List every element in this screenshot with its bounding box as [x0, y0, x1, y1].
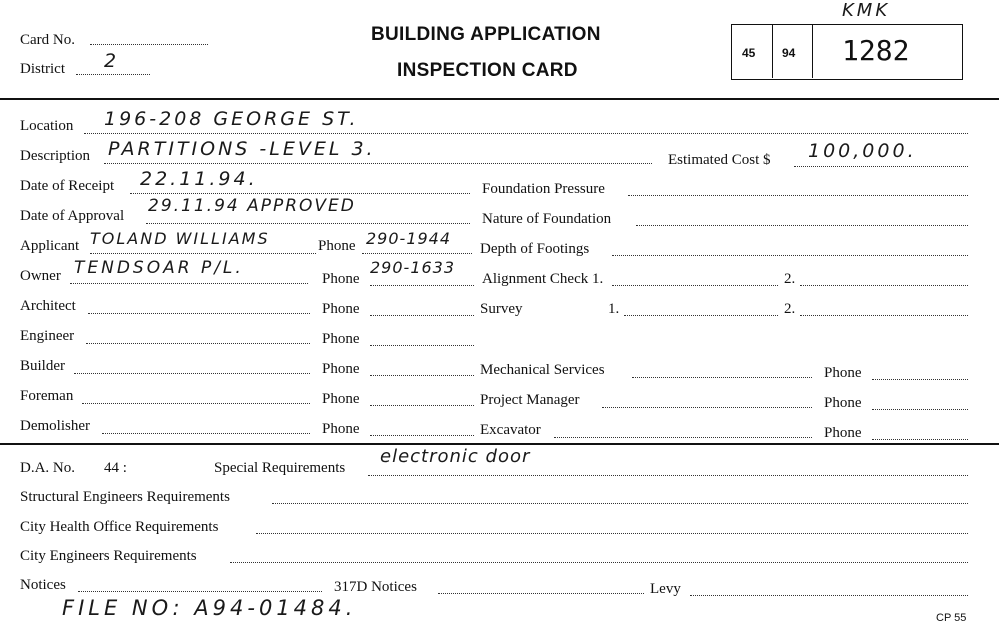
engineer-label: Engineer: [20, 328, 75, 344]
excavator-field[interactable]: [554, 437, 812, 438]
city-engineers-label: City Engineers Requirements: [20, 548, 197, 564]
owner-value: TENDSOAR P/L.: [74, 258, 244, 278]
alignment-check-1-field[interactable]: [612, 285, 778, 286]
form-code: CP 55: [936, 612, 967, 624]
estimated-cost-label: Estimated Cost $: [668, 152, 771, 168]
demolisher-field[interactable]: [102, 433, 310, 434]
da-no-value: 44 :: [104, 460, 127, 476]
description-label: Description: [20, 148, 90, 164]
notices-label: Notices: [20, 577, 66, 593]
date-of-receipt-value: 22.11.94.: [140, 168, 258, 190]
date-of-approval-label: Date of Approval: [20, 208, 125, 224]
applicant-label: Applicant: [20, 238, 80, 254]
applicant-phone-field[interactable]: [362, 253, 472, 254]
applicant-phone-label: Phone: [318, 238, 356, 254]
demolisher-phone-field[interactable]: [370, 435, 474, 436]
engineer-phone-field[interactable]: [370, 345, 474, 346]
owner-phone-field[interactable]: [370, 285, 474, 286]
date-of-approval-value: 29.11.94 APPROVED: [148, 196, 356, 216]
architect-phone-field[interactable]: [370, 315, 474, 316]
project-manager-phone-label: Phone: [824, 395, 862, 411]
mechanical-services-field[interactable]: [632, 377, 812, 378]
engineer-field[interactable]: [86, 343, 310, 344]
city-health-label: City Health Office Requirements: [20, 519, 219, 535]
survey-2-field[interactable]: [800, 315, 968, 316]
foundation-pressure-field[interactable]: [628, 195, 968, 196]
date-of-receipt-field[interactable]: [130, 193, 470, 194]
depth-of-footings-field[interactable]: [612, 255, 968, 256]
box-divider-1: [772, 25, 773, 78]
lower-section-rule: [0, 443, 999, 445]
owner-phone-value: 290-1633: [370, 258, 456, 277]
box-number: 1282: [842, 34, 910, 67]
survey-label: Survey: [480, 301, 523, 317]
engineer-phone-label: Phone: [322, 331, 360, 347]
special-requirements-field[interactable]: [368, 475, 968, 476]
applicant-field[interactable]: [90, 253, 316, 254]
structural-engineers-field[interactable]: [272, 503, 968, 504]
owner-phone-label: Phone: [322, 271, 360, 287]
description-value: PARTITIONS -LEVEL 3.: [108, 138, 376, 160]
survey-2-label: 2.: [784, 301, 796, 317]
alignment-check-label: Alignment Check 1.: [482, 271, 604, 287]
notices-317d-label: 317D Notices: [334, 579, 417, 595]
project-manager-phone-field[interactable]: [872, 409, 968, 410]
da-no-label: D.A. No.: [20, 460, 75, 476]
description-field[interactable]: [104, 163, 652, 164]
card-no-label: Card No.: [20, 32, 75, 48]
architect-field[interactable]: [88, 313, 310, 314]
builder-phone-label: Phone: [322, 361, 360, 377]
estimated-cost-field[interactable]: [794, 166, 968, 167]
notices-317d-field[interactable]: [438, 593, 644, 594]
location-field[interactable]: [84, 133, 968, 134]
survey-1-label: 1.: [608, 301, 620, 317]
special-requirements-value: electronic door: [380, 446, 531, 467]
form-title-line1: BUILDING APPLICATION: [371, 24, 601, 45]
foundation-pressure-label: Foundation Pressure: [482, 181, 605, 197]
form-title-line2: INSPECTION CARD: [397, 60, 578, 81]
survey-1-field[interactable]: [624, 315, 778, 316]
notices-field[interactable]: [78, 591, 322, 592]
box-divider-2: [812, 25, 813, 78]
initials-handwritten: KMK: [842, 0, 891, 21]
builder-phone-field[interactable]: [370, 375, 474, 376]
owner-label: Owner: [20, 268, 61, 284]
special-requirements-label: Special Requirements: [214, 460, 346, 476]
date-of-receipt-label: Date of Receipt: [20, 178, 115, 194]
file-number-handwritten: FILE NO: A94-01484.: [62, 596, 357, 620]
city-engineers-field[interactable]: [230, 562, 968, 563]
applicant-phone-value: 290-1944: [366, 229, 452, 248]
levy-field[interactable]: [690, 595, 968, 596]
estimated-cost-value: 100,000.: [808, 140, 917, 162]
alignment-check-2-field[interactable]: [800, 285, 968, 286]
city-health-field[interactable]: [256, 533, 968, 534]
foreman-field[interactable]: [82, 403, 310, 404]
header-rule: [0, 98, 999, 100]
excavator-phone-label: Phone: [824, 425, 862, 441]
mechanical-phone-label: Phone: [824, 365, 862, 381]
district-label: District: [20, 61, 65, 77]
demolisher-phone-label: Phone: [322, 421, 360, 437]
applicant-value: TOLAND WILLIAMS: [90, 229, 270, 248]
alignment-check-2-label: 2.: [784, 271, 796, 287]
mechanical-services-label: Mechanical Services: [480, 362, 605, 378]
architect-label: Architect: [20, 298, 76, 314]
structural-engineers-label: Structural Engineers Requirements: [20, 489, 230, 505]
location-label: Location: [20, 118, 74, 134]
location-value: 196-208 GEORGE ST.: [104, 108, 359, 130]
nature-of-foundation-field[interactable]: [636, 225, 968, 226]
box-code-a: 45: [742, 46, 756, 60]
box-code-b: 94: [782, 46, 796, 60]
foreman-label: Foreman: [20, 388, 74, 404]
card-no-field[interactable]: [90, 44, 208, 45]
card-number-box: [731, 24, 963, 80]
nature-of-foundation-label: Nature of Foundation: [482, 211, 612, 227]
architect-phone-label: Phone: [322, 301, 360, 317]
excavator-label: Excavator: [480, 422, 541, 438]
builder-label: Builder: [20, 358, 65, 374]
excavator-phone-field[interactable]: [872, 439, 968, 440]
owner-field[interactable]: [70, 283, 308, 284]
levy-label: Levy: [650, 581, 681, 597]
foreman-phone-field[interactable]: [370, 405, 474, 406]
district-value: 2: [104, 50, 120, 72]
mechanical-phone-field[interactable]: [872, 379, 968, 380]
foreman-phone-label: Phone: [322, 391, 360, 407]
district-field[interactable]: [76, 74, 150, 75]
depth-of-footings-label: Depth of Footings: [480, 241, 590, 257]
date-of-approval-field[interactable]: [146, 223, 470, 224]
project-manager-field[interactable]: [602, 407, 812, 408]
project-manager-label: Project Manager: [480, 392, 580, 408]
demolisher-label: Demolisher: [20, 418, 90, 434]
builder-field[interactable]: [74, 373, 310, 374]
